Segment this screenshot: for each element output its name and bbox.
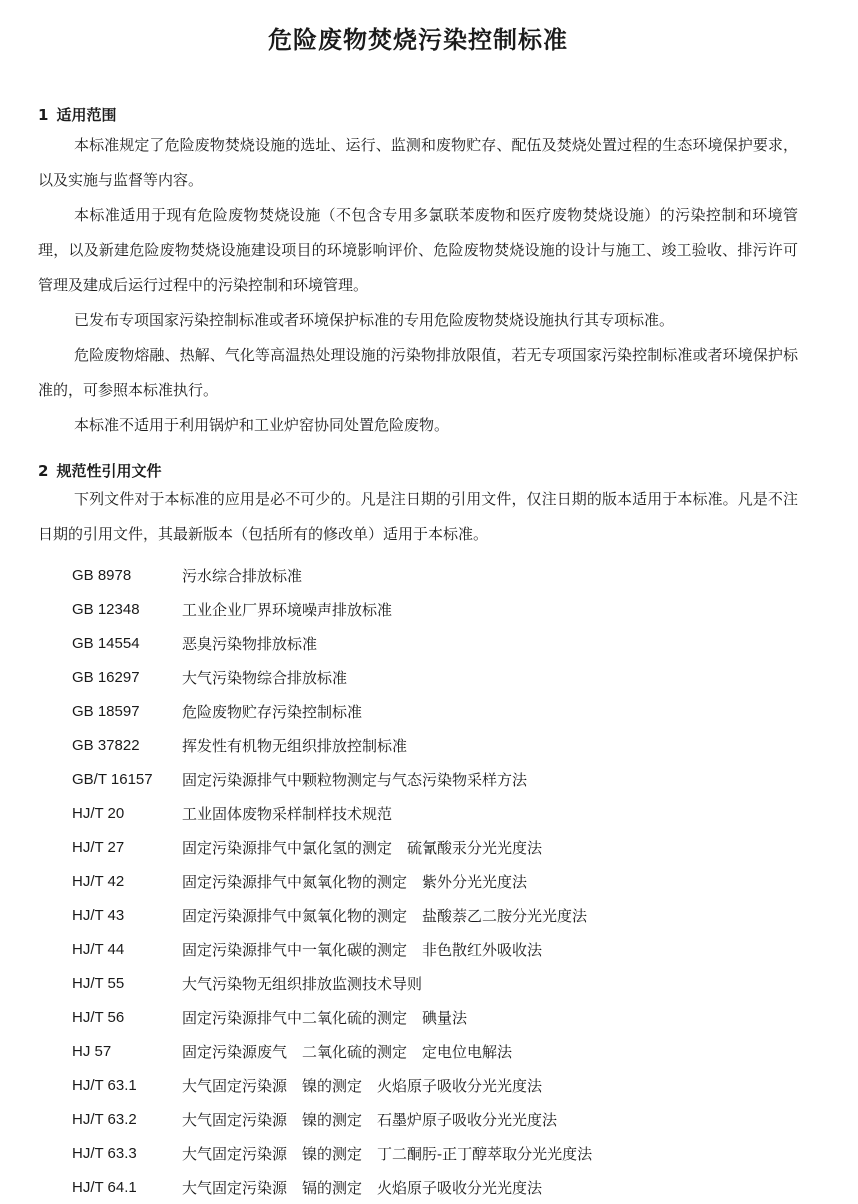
reference-code: GB/T 16157 (72, 770, 153, 788)
reference-item (38, 932, 798, 966)
reference-item (38, 966, 798, 1000)
reference-item (38, 694, 798, 728)
reference-title: 工业固体废物采样制样技术规范 (182, 804, 393, 823)
section-title: 适用范围 (56, 106, 117, 124)
reference-code: GB 12348 (72, 600, 140, 618)
reference-title: 大气固定污染源 镍的测定 火焰原子吸收分光光度法 (182, 1076, 543, 1095)
paragraph: 下列文件对于本标准的应用是必不可少的。凡是注日期的引用文件，仅注日期的版本适用于本标准。凡是不注日期的引用文件，其最新版本（包括所有的修改单）适用于本标准。 (38, 490, 798, 543)
paragraph: 危险废物熔融、热解、气化等高温热处理设施的污染物排放限值，若无专项国家污染控制标准或者环境保护标准的，可参照本标准执行。 (38, 346, 798, 399)
reference-item (38, 626, 798, 660)
section-1-body (38, 128, 798, 443)
reference-item (38, 728, 798, 762)
section-number: 1 (38, 106, 49, 124)
reference-title: 固定污染源排气中氯化氢的测定 硫氰酸汞分光光度法 (182, 838, 543, 857)
reference-title: 工业企业厂界环境噪声排放标准 (182, 600, 393, 619)
reference-code: GB 18597 (72, 702, 140, 720)
reference-item (38, 1102, 798, 1136)
reference-title: 大气污染物综合排放标准 (182, 668, 348, 687)
reference-code: GB 8978 (72, 566, 132, 584)
reference-title: 大气固定污染源 镉的测定 火焰原子吸收分光光度法 (182, 1178, 543, 1197)
reference-title: 大气固定污染源 镍的测定 丁二酮肟-正丁醇萃取分光光度法 (182, 1144, 593, 1163)
reference-code: HJ/T 27 (72, 838, 125, 856)
reference-code: HJ/T 42 (72, 872, 125, 890)
reference-title: 恶臭污染物排放标准 (182, 634, 318, 653)
reference-item (38, 898, 798, 932)
section-title: 规范性引用文件 (56, 462, 162, 480)
reference-item (38, 796, 798, 830)
reference-title: 固定污染源废气 二氧化硫的测定 定电位电解法 (182, 1042, 513, 1061)
reference-title: 固定污染源排气中氮氧化物的测定 盐酸萘乙二胺分光光度法 (182, 906, 588, 925)
reference-code: HJ 57 (72, 1042, 112, 1060)
reference-item (38, 762, 798, 796)
reference-title: 危险废物贮存污染控制标准 (182, 702, 363, 721)
reference-code: GB 37822 (72, 736, 140, 754)
reference-item (38, 592, 798, 626)
paragraph: 本标准规定了危险废物焚烧设施的选址、运行、监测和废物贮存、配伍及焚烧处置过程的生态环境保护要求，以及实施与监督等内容。 (38, 136, 798, 189)
reference-item (38, 1000, 798, 1034)
reference-item (38, 558, 798, 592)
reference-code: GB 14554 (72, 634, 140, 652)
reference-item (38, 1034, 798, 1068)
section-2-heading (38, 460, 798, 482)
paragraph: 本标准适用于现有危险废物焚烧设施（不包含专用多氯联苯废物和医疗废物焚烧设施）的污染控制和环境管理，以及新建危险废物焚烧设施建设项目的环境影响评价、危险废物焚烧设施的设计与施工、竣工验收、排污许可管理及建成后运行过程中的污染控制和环境管理。 (38, 206, 798, 294)
reference-list (38, 558, 798, 1204)
reference-title: 大气固定污染源 镍的测定 石墨炉原子吸收分光光度法 (182, 1110, 558, 1129)
reference-item (38, 660, 798, 694)
reference-title: 固定污染源排气中氮氧化物的测定 紫外分光光度法 (182, 872, 528, 891)
reference-code: HJ/T 64.1 (72, 1178, 137, 1196)
reference-title: 固定污染源排气中一氧化碳的测定 非色散红外吸收法 (182, 940, 543, 959)
paragraph: 已发布专项国家污染控制标准或者环境保护标准的专用危险废物焚烧设施执行其专项标准。 (74, 311, 675, 329)
reference-code: HJ/T 55 (72, 974, 125, 992)
paragraph: 本标准不适用于利用锅炉和工业炉窑协同处置危险废物。 (74, 416, 450, 434)
reference-code: HJ/T 63.3 (72, 1144, 137, 1162)
document-title: 危险废物焚烧污染控制标准 (268, 25, 568, 54)
reference-title: 污水综合排放标准 (182, 566, 303, 585)
reference-code: HJ/T 56 (72, 1008, 125, 1026)
reference-title: 挥发性有机物无组织排放控制标准 (182, 736, 408, 755)
section-1-heading (38, 104, 798, 126)
reference-code: HJ/T 63.2 (72, 1110, 137, 1128)
section-2-body (38, 482, 798, 552)
reference-code: HJ/T 43 (72, 906, 125, 924)
reference-code: HJ/T 20 (72, 804, 125, 822)
reference-item (38, 1170, 798, 1204)
reference-title: 大气污染物无组织排放监测技术导则 (182, 974, 423, 993)
section-number: 2 (38, 462, 49, 480)
reference-item (38, 1068, 798, 1102)
reference-code: GB 16297 (72, 668, 140, 686)
reference-item (38, 864, 798, 898)
reference-title: 固定污染源排气中二氧化硫的测定 碘量法 (182, 1008, 468, 1027)
reference-item (38, 830, 798, 864)
reference-title: 固定污染源排气中颗粒物测定与气态污染物采样方法 (182, 770, 528, 789)
reference-code: HJ/T 44 (72, 940, 125, 958)
reference-code: HJ/T 63.1 (72, 1076, 137, 1094)
reference-item (38, 1136, 798, 1170)
